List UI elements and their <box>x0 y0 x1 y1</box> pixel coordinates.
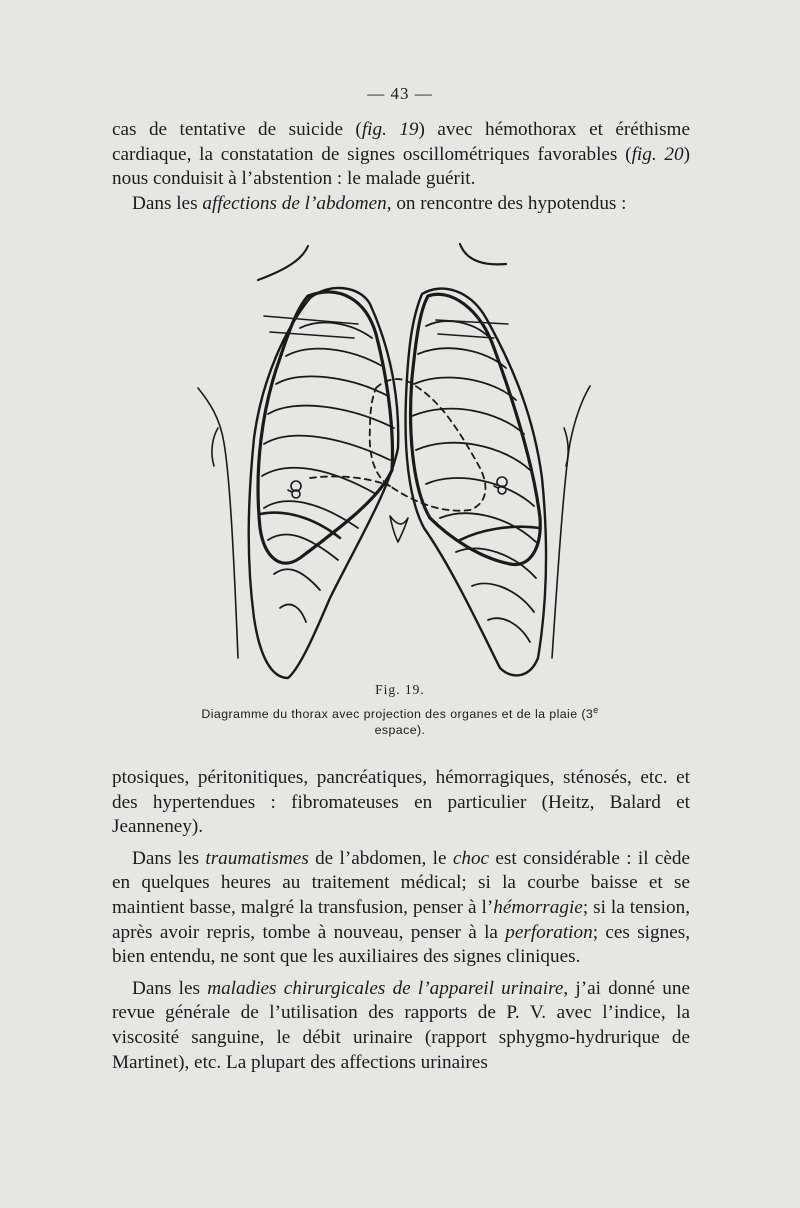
fig-19-reference: fig. 19 <box>361 119 419 140</box>
bottom-text <box>112 766 690 1075</box>
xiphoid <box>390 516 408 542</box>
right-ribs <box>412 321 536 642</box>
para5-text-b: , j’ai donné une revue générale de l’utilisation des rapports de P. V. avec l’indice, la viscosité sanguine, le débit urinaire (rapport sphygmo-hydrurique de Martinet), etc. La plupart des affections urinaires <box>112 977 690 1073</box>
wound-marker-left <box>288 481 301 498</box>
right-ribcage <box>406 289 547 676</box>
para4-text-a: Dans les <box>132 847 206 869</box>
paragraph-3: ptosiques, péritonitiques, pancréatiques, hémorragiques, sténosés, etc. et des hypertendues : fibromateuses en particulier (Heitz, Balard et Jeanneney). <box>112 767 690 838</box>
paragraph-4 <box>112 847 690 970</box>
left-ribs <box>262 323 394 622</box>
para5-emphasis: maladies chirurgicales de l’appareil urinaire <box>207 977 564 999</box>
figure-caption-sup: e <box>593 704 599 715</box>
para5-text-a: Dans les <box>132 977 208 999</box>
left-flank-mark <box>212 428 218 466</box>
para4-emphasis-perforation: perforation <box>505 921 593 943</box>
paragraph-5 <box>112 977 690 1075</box>
para1-text-b: ) avec hémothorax et éréthisme cardiaque, la constatation de signes oscillométriques favorables ( <box>112 119 690 165</box>
figure-caption-text-b: espace). <box>374 723 426 737</box>
para2-text-b: , on rencontre des hypotendus : <box>386 192 627 214</box>
right-body-outline <box>552 386 590 658</box>
left-ribcage <box>249 288 399 678</box>
para4-text-e: ; ces signes, bien entendu, ne sont que les auxiliaires des signes cliniques. <box>112 921 690 968</box>
figure-caption <box>180 706 620 738</box>
thorax-illustration <box>190 238 610 690</box>
right-flank-mark <box>564 428 568 466</box>
para4-text-b: de l’abdomen, le <box>308 847 453 869</box>
para4-text-d: ; si la tension, après avoir repris, tombe à nouveau, penser à la <box>112 896 690 943</box>
page-number: — 43 — <box>367 84 433 103</box>
top-text <box>112 118 690 216</box>
para4-emphasis-choc: choc <box>452 847 490 869</box>
paragraph-1 <box>112 118 690 192</box>
figure-label: Fig. 19. <box>375 682 425 697</box>
top-line-left-2 <box>270 332 354 338</box>
para1-text-c: ) nous conduisit à l’abstention : le malade guérit. <box>112 143 690 190</box>
para4-emphasis-traumatismes: traumatismes <box>205 847 309 869</box>
wound-marker-right <box>494 477 507 494</box>
para4-emphasis-hemorragie: hémorragie <box>493 896 583 918</box>
para2-text-a: Dans les <box>132 192 203 214</box>
paragraph-2 <box>112 192 690 217</box>
thorax-diagram <box>190 238 610 690</box>
left-lower-lobe-line <box>260 513 340 538</box>
para2-emphasis: affections de l’abdomen <box>202 192 387 214</box>
top-line-right-1 <box>436 320 508 324</box>
right-clavicle-stroke <box>460 244 506 264</box>
left-clavicle-stroke <box>258 246 308 280</box>
para1-text-a: cas de tentative de suicide ( <box>112 119 362 140</box>
fig-20-reference: fig. 20 <box>631 143 684 165</box>
para4-text-c: est considérable : il cède en quelques heures au traitement médical; si la courbe baisse et se maintient basse, malgré la transfusion, penser à l’ <box>112 847 691 918</box>
right-lower-lobe-line <box>460 527 540 540</box>
figure-caption-text-a: Diagramme du thorax avec projection des organes et de la plaie (3 <box>201 707 594 721</box>
right-lung-outline <box>411 294 541 564</box>
top-line-left-1 <box>264 316 358 324</box>
